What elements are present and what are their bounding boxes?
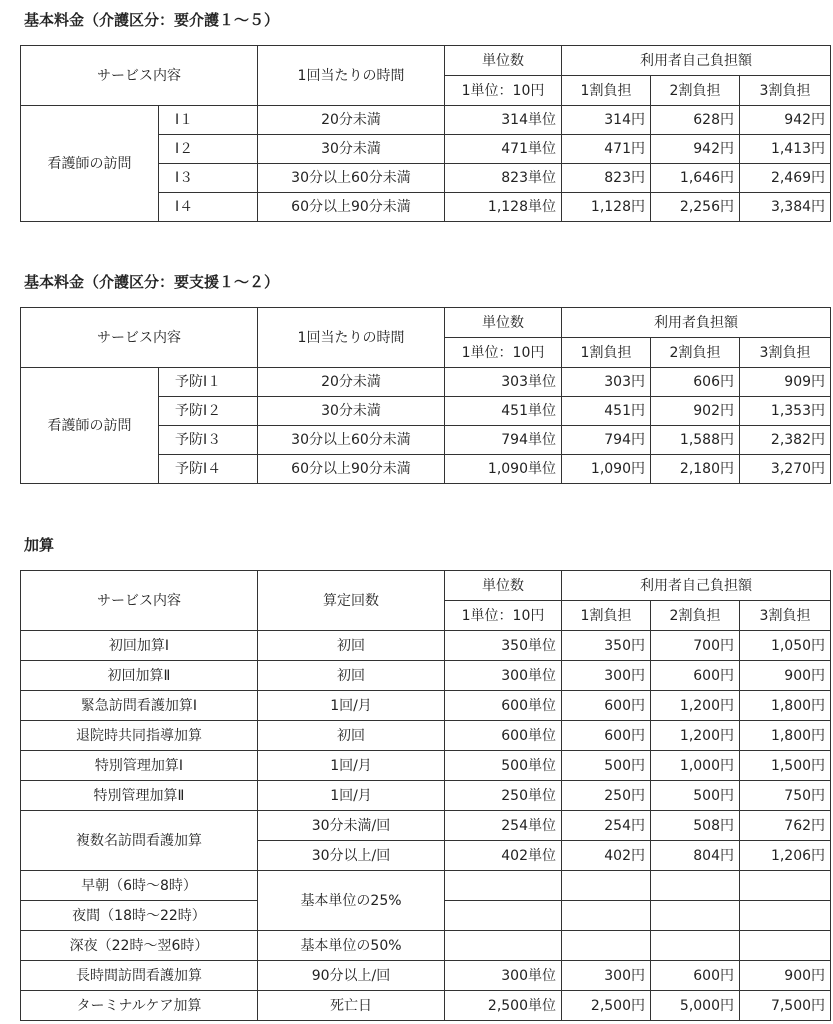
header-b2: 2割負担: [651, 601, 740, 631]
row-b2: 606円: [651, 368, 740, 397]
table-row: [21, 781, 831, 811]
table-row: [21, 691, 831, 721]
row-b1: 794円: [562, 426, 651, 455]
row-b2: 600円: [651, 661, 740, 691]
table-row: [21, 721, 831, 751]
row-b1: 254円: [562, 811, 651, 841]
header-b2: 2割負担: [651, 76, 740, 106]
row-name: 深夜（22時～翌6時）: [21, 931, 258, 961]
table-row: [21, 368, 831, 397]
row-count: 基本単位の50%: [258, 931, 445, 961]
row-b1: 250円: [562, 781, 651, 811]
row-b1: 2,500円: [562, 991, 651, 1021]
row-b2: 600円: [651, 961, 740, 991]
header-service: サービス内容: [21, 308, 258, 368]
row-b1: 314円: [562, 106, 651, 135]
row-b2: 1,200円: [651, 721, 740, 751]
row-name: 早朝（6時～8時）: [21, 871, 258, 901]
row-units: 823単位: [445, 164, 562, 193]
header-service: サービス内容: [21, 46, 258, 106]
header-burden: 利用者自己負担額: [562, 571, 831, 601]
row-b2: 628円: [651, 106, 740, 135]
table-row: [21, 631, 831, 661]
row-b2: 2,256円: [651, 193, 740, 222]
row-count: 初回: [258, 661, 445, 691]
row-b2: 700円: [651, 631, 740, 661]
row-code: Ⅰ４: [159, 193, 258, 222]
row-units: 471単位: [445, 135, 562, 164]
section-title-care: 基本料金（介護区分：要介護１～５）: [24, 11, 280, 29]
group-label: 看護師の訪問: [21, 106, 159, 222]
table-header-row: [21, 46, 831, 76]
header-b1: 1割負担: [562, 76, 651, 106]
row-b2: [651, 901, 740, 931]
row-b3: 1,800円: [740, 721, 831, 751]
row-b2: 1,588円: [651, 426, 740, 455]
row-b3: 909円: [740, 368, 831, 397]
header-units: 単位数: [445, 46, 562, 76]
row-count: 1回/月: [258, 781, 445, 811]
header-burden: 利用者負担額: [562, 308, 831, 338]
row-code: 予防Ⅰ４: [159, 455, 258, 484]
row-code: Ⅰ２: [159, 135, 258, 164]
row-units: 350単位: [445, 631, 562, 661]
row-b3: [740, 931, 831, 961]
row-b1: 1,090円: [562, 455, 651, 484]
table-row: [21, 931, 831, 961]
row-b1: 303円: [562, 368, 651, 397]
row-count: 30分未満/回: [258, 811, 445, 841]
row-b1: 823円: [562, 164, 651, 193]
table-row: [21, 991, 831, 1021]
header-unit-rate: 1単位：10円: [445, 601, 562, 631]
row-units: 600単位: [445, 721, 562, 751]
row-b3: 1,413円: [740, 135, 831, 164]
row-count: 初回: [258, 631, 445, 661]
row-time: 30分以上60分未満: [258, 426, 445, 455]
row-units: 314単位: [445, 106, 562, 135]
table-row: [21, 661, 831, 691]
header-time: 1回当たりの時間: [258, 308, 445, 368]
row-name: 複数名訪問看護加算: [21, 811, 258, 871]
row-b2: 508円: [651, 811, 740, 841]
row-b3: 942円: [740, 106, 831, 135]
row-b1: 402円: [562, 841, 651, 871]
row-count: 初回: [258, 721, 445, 751]
row-units: [445, 931, 562, 961]
row-b3: [740, 871, 831, 901]
row-b1: 500円: [562, 751, 651, 781]
row-units: [445, 901, 562, 931]
row-units: 451単位: [445, 397, 562, 426]
row-b3: 2,469円: [740, 164, 831, 193]
row-name: ターミナルケア加算: [21, 991, 258, 1021]
row-units: 303単位: [445, 368, 562, 397]
row-units: 300単位: [445, 661, 562, 691]
row-time: 30分未満: [258, 397, 445, 426]
row-b2: [651, 871, 740, 901]
row-units: 2,500単位: [445, 991, 562, 1021]
row-b1: [562, 871, 651, 901]
section-title-additions: 加算: [24, 536, 55, 554]
row-b1: 600円: [562, 721, 651, 751]
row-b2: 2,180円: [651, 455, 740, 484]
row-b2: 1,646円: [651, 164, 740, 193]
row-b3: 750円: [740, 781, 831, 811]
row-b3: 1,500円: [740, 751, 831, 781]
row-units: 300単位: [445, 961, 562, 991]
row-name: 夜間（18時～22時）: [21, 901, 258, 931]
header-b3: 3割負担: [740, 338, 831, 368]
header-service: サービス内容: [21, 571, 258, 631]
header-count: 算定回数: [258, 571, 445, 631]
row-time: 60分以上90分未満: [258, 193, 445, 222]
row-b2: 1,000円: [651, 751, 740, 781]
table-row: [21, 106, 831, 135]
row-b2: 500円: [651, 781, 740, 811]
header-b1: 1割負担: [562, 601, 651, 631]
row-b3: 900円: [740, 961, 831, 991]
fee-table-care: [20, 45, 831, 222]
row-code: 予防Ⅰ３: [159, 426, 258, 455]
row-units: 254単位: [445, 811, 562, 841]
row-units: 250単位: [445, 781, 562, 811]
header-unit-rate: 1単位：10円: [445, 338, 562, 368]
row-count: 基本単位の25%: [258, 871, 445, 931]
header-burden: 利用者自己負担額: [562, 46, 831, 76]
row-b2: 942円: [651, 135, 740, 164]
row-b2: 902円: [651, 397, 740, 426]
row-b3: 1,800円: [740, 691, 831, 721]
row-name: 緊急訪問看護加算Ⅰ: [21, 691, 258, 721]
row-b1: 471円: [562, 135, 651, 164]
row-b1: [562, 931, 651, 961]
row-name: 特別管理加算Ⅰ: [21, 751, 258, 781]
table-row: [21, 751, 831, 781]
row-name: 長時間訪問看護加算: [21, 961, 258, 991]
row-b2: 5,000円: [651, 991, 740, 1021]
row-b3: 1,206円: [740, 841, 831, 871]
row-time: 20分未満: [258, 368, 445, 397]
header-b1: 1割負担: [562, 338, 651, 368]
table-header-row: [21, 571, 831, 601]
row-b1: 1,128円: [562, 193, 651, 222]
row-b3: 1,050円: [740, 631, 831, 661]
row-units: 600単位: [445, 691, 562, 721]
row-b3: [740, 901, 831, 931]
row-time: 30分以上60分未満: [258, 164, 445, 193]
row-name: 退院時共同指導加算: [21, 721, 258, 751]
header-unit-rate: 1単位：10円: [445, 76, 562, 106]
row-units: 402単位: [445, 841, 562, 871]
row-count: 30分以上/回: [258, 841, 445, 871]
row-count: 死亡日: [258, 991, 445, 1021]
row-b3: 3,270円: [740, 455, 831, 484]
row-count: 90分以上/回: [258, 961, 445, 991]
row-b3: 2,382円: [740, 426, 831, 455]
row-units: 794単位: [445, 426, 562, 455]
row-name: 初回加算Ⅱ: [21, 661, 258, 691]
row-b3: 762円: [740, 811, 831, 841]
row-b3: 7,500円: [740, 991, 831, 1021]
row-time: 60分以上90分未満: [258, 455, 445, 484]
row-b1: 350円: [562, 631, 651, 661]
row-b1: 300円: [562, 661, 651, 691]
row-code: 予防Ⅰ１: [159, 368, 258, 397]
row-b2: [651, 931, 740, 961]
group-label: 看護師の訪問: [21, 368, 159, 484]
row-code: 予防Ⅰ２: [159, 397, 258, 426]
row-b1: [562, 901, 651, 931]
row-b3: 3,384円: [740, 193, 831, 222]
section-title-support: 基本料金（介護区分：要支援１～２）: [24, 273, 280, 291]
row-b1: 600円: [562, 691, 651, 721]
row-b2: 1,200円: [651, 691, 740, 721]
header-b3: 3割負担: [740, 76, 831, 106]
row-count: 1回/月: [258, 751, 445, 781]
row-code: Ⅰ１: [159, 106, 258, 135]
row-name: 特別管理加算Ⅱ: [21, 781, 258, 811]
header-units: 単位数: [445, 571, 562, 601]
header-units: 単位数: [445, 308, 562, 338]
header-time: 1回当たりの時間: [258, 46, 445, 106]
row-b2: 804円: [651, 841, 740, 871]
table-header-row: [21, 308, 831, 338]
header-b3: 3割負担: [740, 601, 831, 631]
row-time: 20分未満: [258, 106, 445, 135]
row-units: 500単位: [445, 751, 562, 781]
table-row: [21, 871, 831, 901]
row-units: 1,128単位: [445, 193, 562, 222]
row-units: [445, 871, 562, 901]
table-row: [21, 961, 831, 991]
row-units: 1,090単位: [445, 455, 562, 484]
row-b1: 300円: [562, 961, 651, 991]
row-b3: 1,353円: [740, 397, 831, 426]
row-count: 1回/月: [258, 691, 445, 721]
table-row: [21, 811, 831, 841]
fee-table-additions: [20, 570, 831, 1021]
row-name: 初回加算Ⅰ: [21, 631, 258, 661]
row-b3: 900円: [740, 661, 831, 691]
row-code: Ⅰ３: [159, 164, 258, 193]
row-time: 30分未満: [258, 135, 445, 164]
header-b2: 2割負担: [651, 338, 740, 368]
row-b1: 451円: [562, 397, 651, 426]
fee-table-support: [20, 307, 831, 484]
